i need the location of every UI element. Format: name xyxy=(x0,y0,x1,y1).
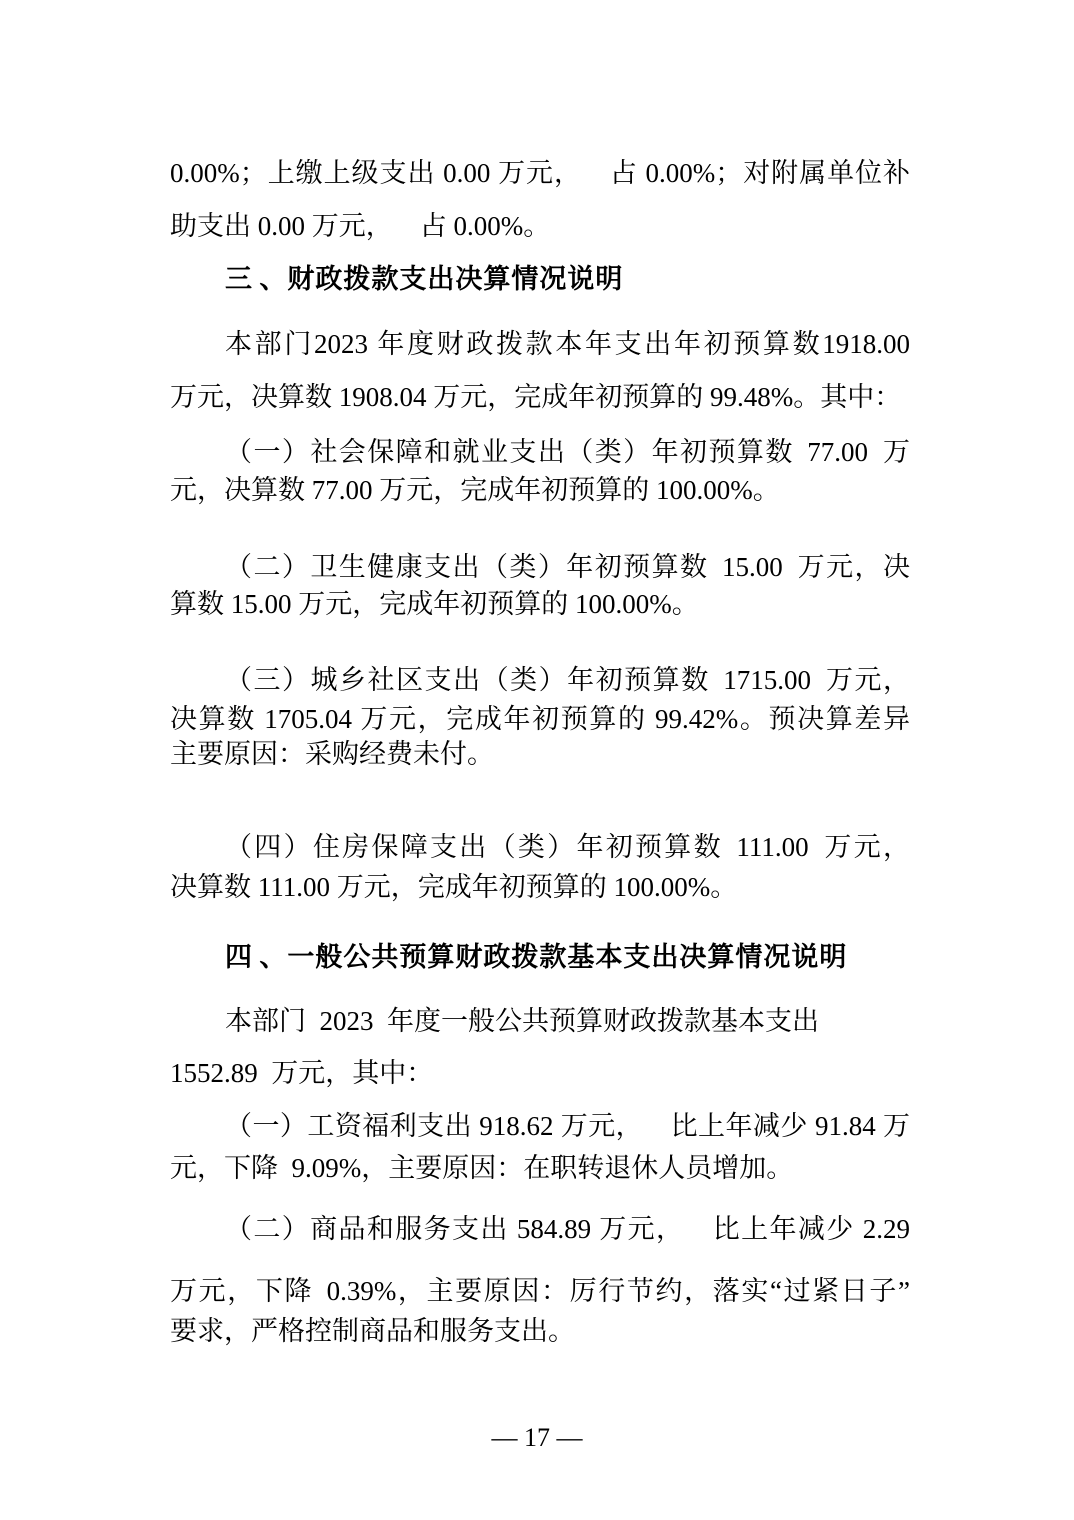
text-line: （一）社会保障和就业支出（类）年初预算数 77.00 万 xyxy=(225,437,910,467)
text-line: 万元，下降 0.39%，主要原因：厉行节约，落实“过紧日子” xyxy=(170,1276,910,1306)
text-line: 算数 15.00 万元，完成年初预算的 100.00%。 xyxy=(170,589,699,619)
text-line: （四）住房保障支出（类）年初预算数 111.00 万元， xyxy=(225,832,910,862)
section-heading-three: 三 、财政拨款支出决算情况说明 xyxy=(225,264,624,294)
text-line: 元，决算数 77.00 万元，完成年初预算的 100.00%。 xyxy=(170,475,780,505)
text-line: （二）卫生健康支出（类）年初预算数 15.00 万元，决 xyxy=(225,552,910,582)
section-heading-four: 四 、一般公共预算财政拨款基本支出决算情况说明 xyxy=(225,942,848,972)
text-line: 助支出 0.00 万元， 占 0.00%。 xyxy=(170,211,551,241)
text-line: 元，下降 9.09%，主要原因：在职转退休人员增加。 xyxy=(170,1153,794,1183)
text-line: 1552.89 万元，其中： xyxy=(170,1058,434,1088)
page-number: — 17 — xyxy=(491,1423,583,1452)
text-line: （三）城乡社区支出（类）年初预算数 1715.00 万元， xyxy=(225,665,910,695)
text-line: 本部门2023 年度财政拨款本年支出年初预算数1918.00 xyxy=(225,329,910,359)
text-line: 主要原因：采购经费未付。 xyxy=(170,739,494,769)
text-line: 0.00%；上缴上级支出 0.00 万元， 占 0.00%；对附属单位补 xyxy=(170,158,910,188)
text-line: 万元，决算数 1908.04 万元，完成年初预算的 99.48%。其中： xyxy=(170,382,902,412)
text-line: 本部门 2023 年度一般公共预算财政拨款基本支出 xyxy=(225,1006,819,1036)
text-line: （一）工资福利支出 918.62 万元， 比上年减少 91.84 万 xyxy=(225,1111,910,1141)
text-line: 决算数 111.00 万元，完成年初预算的 100.00%。 xyxy=(170,872,738,902)
text-line: （二）商品和服务支出 584.89 万元， 比上年减少 2.29 xyxy=(225,1214,910,1244)
text-line: 要求，严格控制商品和服务支出。 xyxy=(170,1316,575,1346)
text-line: 决算数 1705.04 万元，完成年初预算的 99.42%。预决算差异 xyxy=(170,704,910,734)
